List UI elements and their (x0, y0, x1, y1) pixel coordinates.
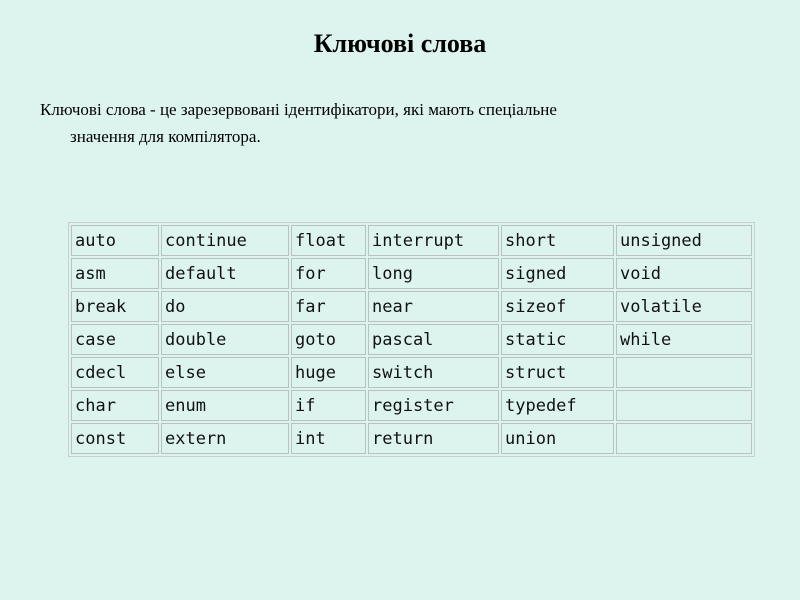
table-cell: else (161, 357, 289, 388)
table-cell (616, 357, 752, 388)
slide-title: Ключові слова (313, 29, 487, 58)
definition-paragraph (40, 96, 740, 150)
table-cell: continue (161, 225, 289, 256)
table-cell: auto (71, 225, 159, 256)
table-cell: sizeof (501, 291, 614, 322)
definition-line-2: значення для компілятора. (70, 127, 261, 146)
table-cell: while (616, 324, 752, 355)
definition-line-1: Ключові слова - це зарезервовані ідентифікатори, які мають спеціальне (40, 100, 557, 119)
table-cell: signed (501, 258, 614, 289)
table-cell: cdecl (71, 357, 159, 388)
table-cell: goto (291, 324, 366, 355)
table-cell: enum (161, 390, 289, 421)
table-cell: interrupt (368, 225, 499, 256)
table-cell: volatile (616, 291, 752, 322)
table-cell: if (291, 390, 366, 421)
table-cell: char (71, 390, 159, 421)
table-cell: long (368, 258, 499, 289)
table-cell: union (501, 423, 614, 454)
table-cell: do (161, 291, 289, 322)
keywords-table (68, 222, 755, 457)
table-cell: near (368, 291, 499, 322)
table-cell: short (501, 225, 614, 256)
table-cell: far (291, 291, 366, 322)
table-cell: typedef (501, 390, 614, 421)
table-cell: int (291, 423, 366, 454)
table-row (71, 324, 752, 355)
table-cell: pascal (368, 324, 499, 355)
table-row (71, 258, 752, 289)
table-row (71, 423, 752, 454)
table-cell: return (368, 423, 499, 454)
table-cell: default (161, 258, 289, 289)
table-row (71, 390, 752, 421)
table-cell: huge (291, 357, 366, 388)
table-cell: extern (161, 423, 289, 454)
table-cell: const (71, 423, 159, 454)
table-cell: float (291, 225, 366, 256)
table-cell: asm (71, 258, 159, 289)
table-cell: break (71, 291, 159, 322)
table-cell: static (501, 324, 614, 355)
table-cell: struct (501, 357, 614, 388)
table-cell: switch (368, 357, 499, 388)
table-cell (616, 390, 752, 421)
table-cell: for (291, 258, 366, 289)
table-row (71, 225, 752, 256)
table-cell (616, 423, 752, 454)
table-row (71, 291, 752, 322)
table-cell: register (368, 390, 499, 421)
table-cell: void (616, 258, 752, 289)
table-cell: unsigned (616, 225, 752, 256)
table-cell: case (71, 324, 159, 355)
table-row (71, 357, 752, 388)
table-cell: double (161, 324, 289, 355)
